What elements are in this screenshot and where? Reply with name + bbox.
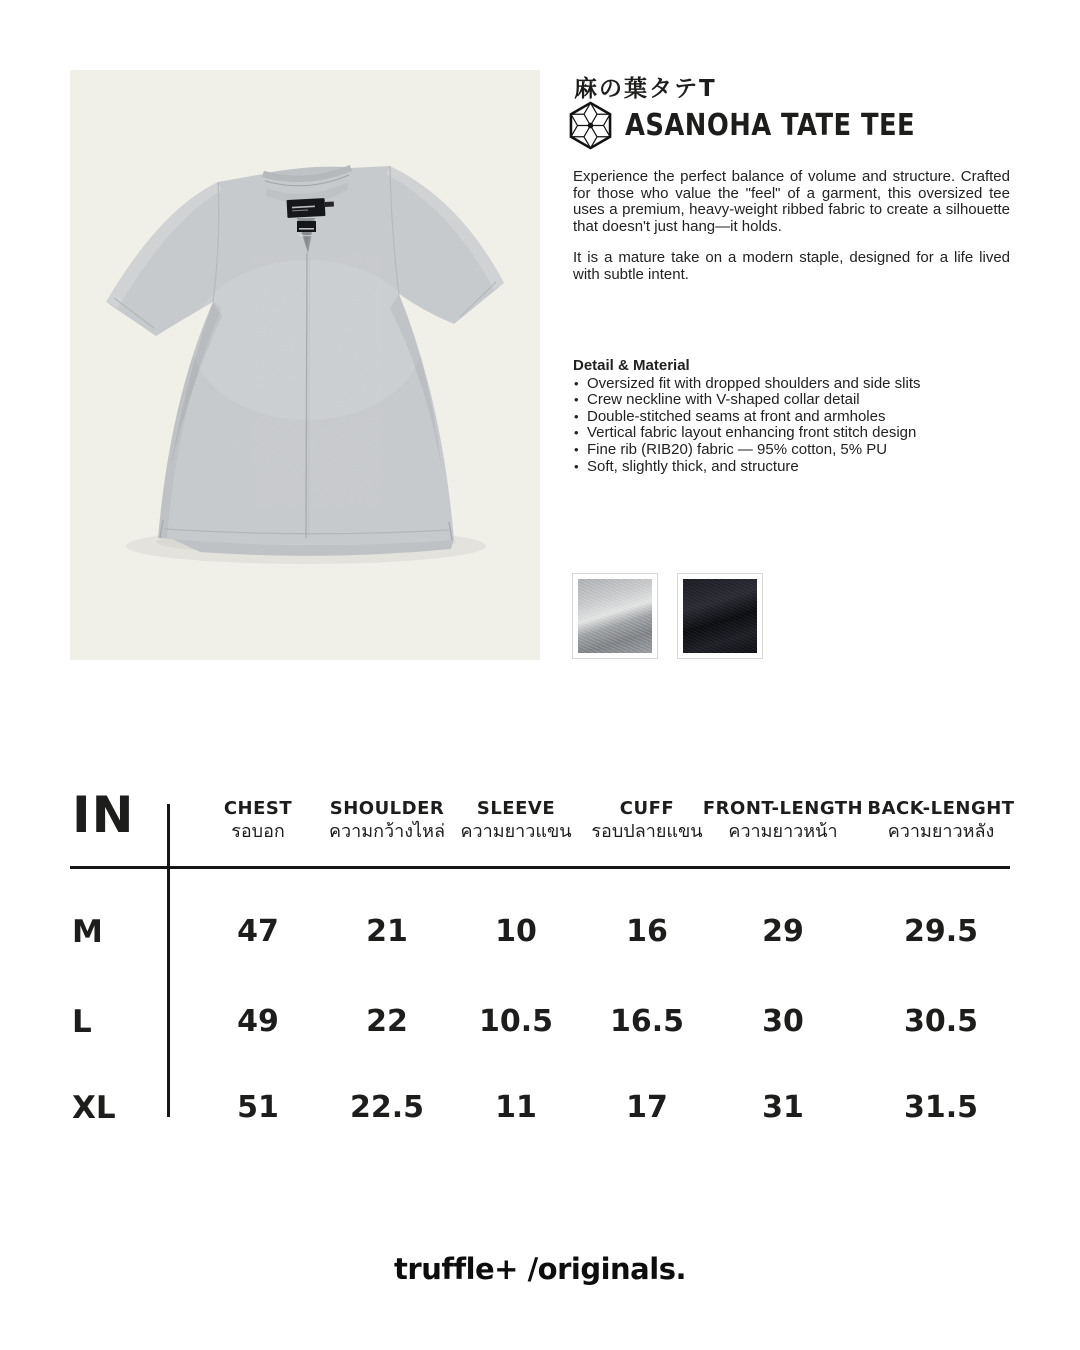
size-value: 51 [237,1090,279,1125]
brand-logo: truffle+ /originals. [394,1252,686,1286]
size-chart-unit: IN [72,786,135,844]
size-value: 29.5 [903,914,979,949]
size-value: 10 [495,914,537,949]
product-description-1: Experience the perfect balance of volume and structure. Crafted for those who value the "feel" of a garment, this oversized tee uses a premium, heavy-weight ribbed fabric to create a silhouette that doesn't just hang—it holds. [573,168,1010,235]
black-fabric-thumbnail [683,579,757,653]
detail-material-section [573,358,1010,475]
color-swatch-black[interactable] [677,573,763,659]
column-header-back-length [856,799,1026,843]
size-value: 29 [762,914,804,949]
detail-item: • Fine rib (RIB20) fabric — 95% cotton, 5% PU [573,442,1010,459]
gray-fabric-thumbnail [578,579,652,653]
asanoha-icon [567,100,614,151]
column-header-front-length [698,799,868,843]
product-description-2: It is a mature take on a modern staple, designed for a life lived with subtle intent. [573,249,1010,283]
color-swatch-gray[interactable] [572,573,658,659]
size-value: 22.5 [349,1090,425,1125]
product-photo [70,70,540,660]
size-value: 17 [626,1090,668,1125]
detail-item: • Vertical fabric layout enhancing front stitch design [573,425,1010,442]
size-value: 30 [762,1004,804,1039]
size-chart-horizontal-rule [70,866,1010,869]
size-value: 31.5 [903,1090,979,1125]
size-row-label-l: L [72,1004,92,1040]
detail-item: • Soft, slightly thick, and structure [573,459,1010,476]
size-value: 30.5 [903,1004,979,1039]
size-row-label-m: M [72,914,103,950]
product-title-row [567,100,962,151]
size-value: 22 [366,1004,408,1039]
column-label-th: รอบปลายแขน [591,821,703,841]
column-label-en: SLEEVE [476,798,556,819]
size-value: 10.5 [478,1004,554,1039]
size-value: 49 [237,1004,279,1039]
column-label-th: ความกว้างไหล่ [329,821,445,841]
size-chart-vertical-rule [167,804,170,1117]
product-title-japanese: 麻の葉タテT [574,76,717,102]
size-value: 16.5 [609,1004,685,1039]
size-value: 31 [762,1090,804,1125]
column-label-en: BACK-LENGHT [867,798,1015,819]
column-label-en: CHEST [223,798,293,819]
size-value: 11 [495,1090,537,1125]
size-value: 21 [366,914,408,949]
detail-item: • Oversized fit with dropped shoulders and side slits [573,376,1010,393]
detail-material-list [573,376,1010,476]
column-label-en: FRONT-LENGTH [702,798,864,819]
column-label-en: SHOULDER [329,798,445,819]
detail-item: • Double-stitched seams at front and armholes [573,409,1010,426]
size-chart [70,786,1015,1170]
column-label-th: ความยาวหน้า [728,821,838,841]
detail-material-heading: Detail & Material [573,357,690,374]
detail-item: • Crew neckline with V-shaped collar detail [573,392,1010,409]
column-label-th: ความยาวแขน [460,821,572,841]
color-swatches [572,573,763,659]
size-value: 47 [237,914,279,949]
tshirt-image [70,70,540,660]
size-value: 16 [626,914,668,949]
column-label-th: ความยาวหลัง [887,821,995,841]
column-label-en: CUFF [619,798,675,819]
size-row-label-xl: XL [72,1090,116,1126]
column-label-th: รอบอก [231,821,285,841]
product-title: ASANOHA TATE TEE [625,108,916,143]
